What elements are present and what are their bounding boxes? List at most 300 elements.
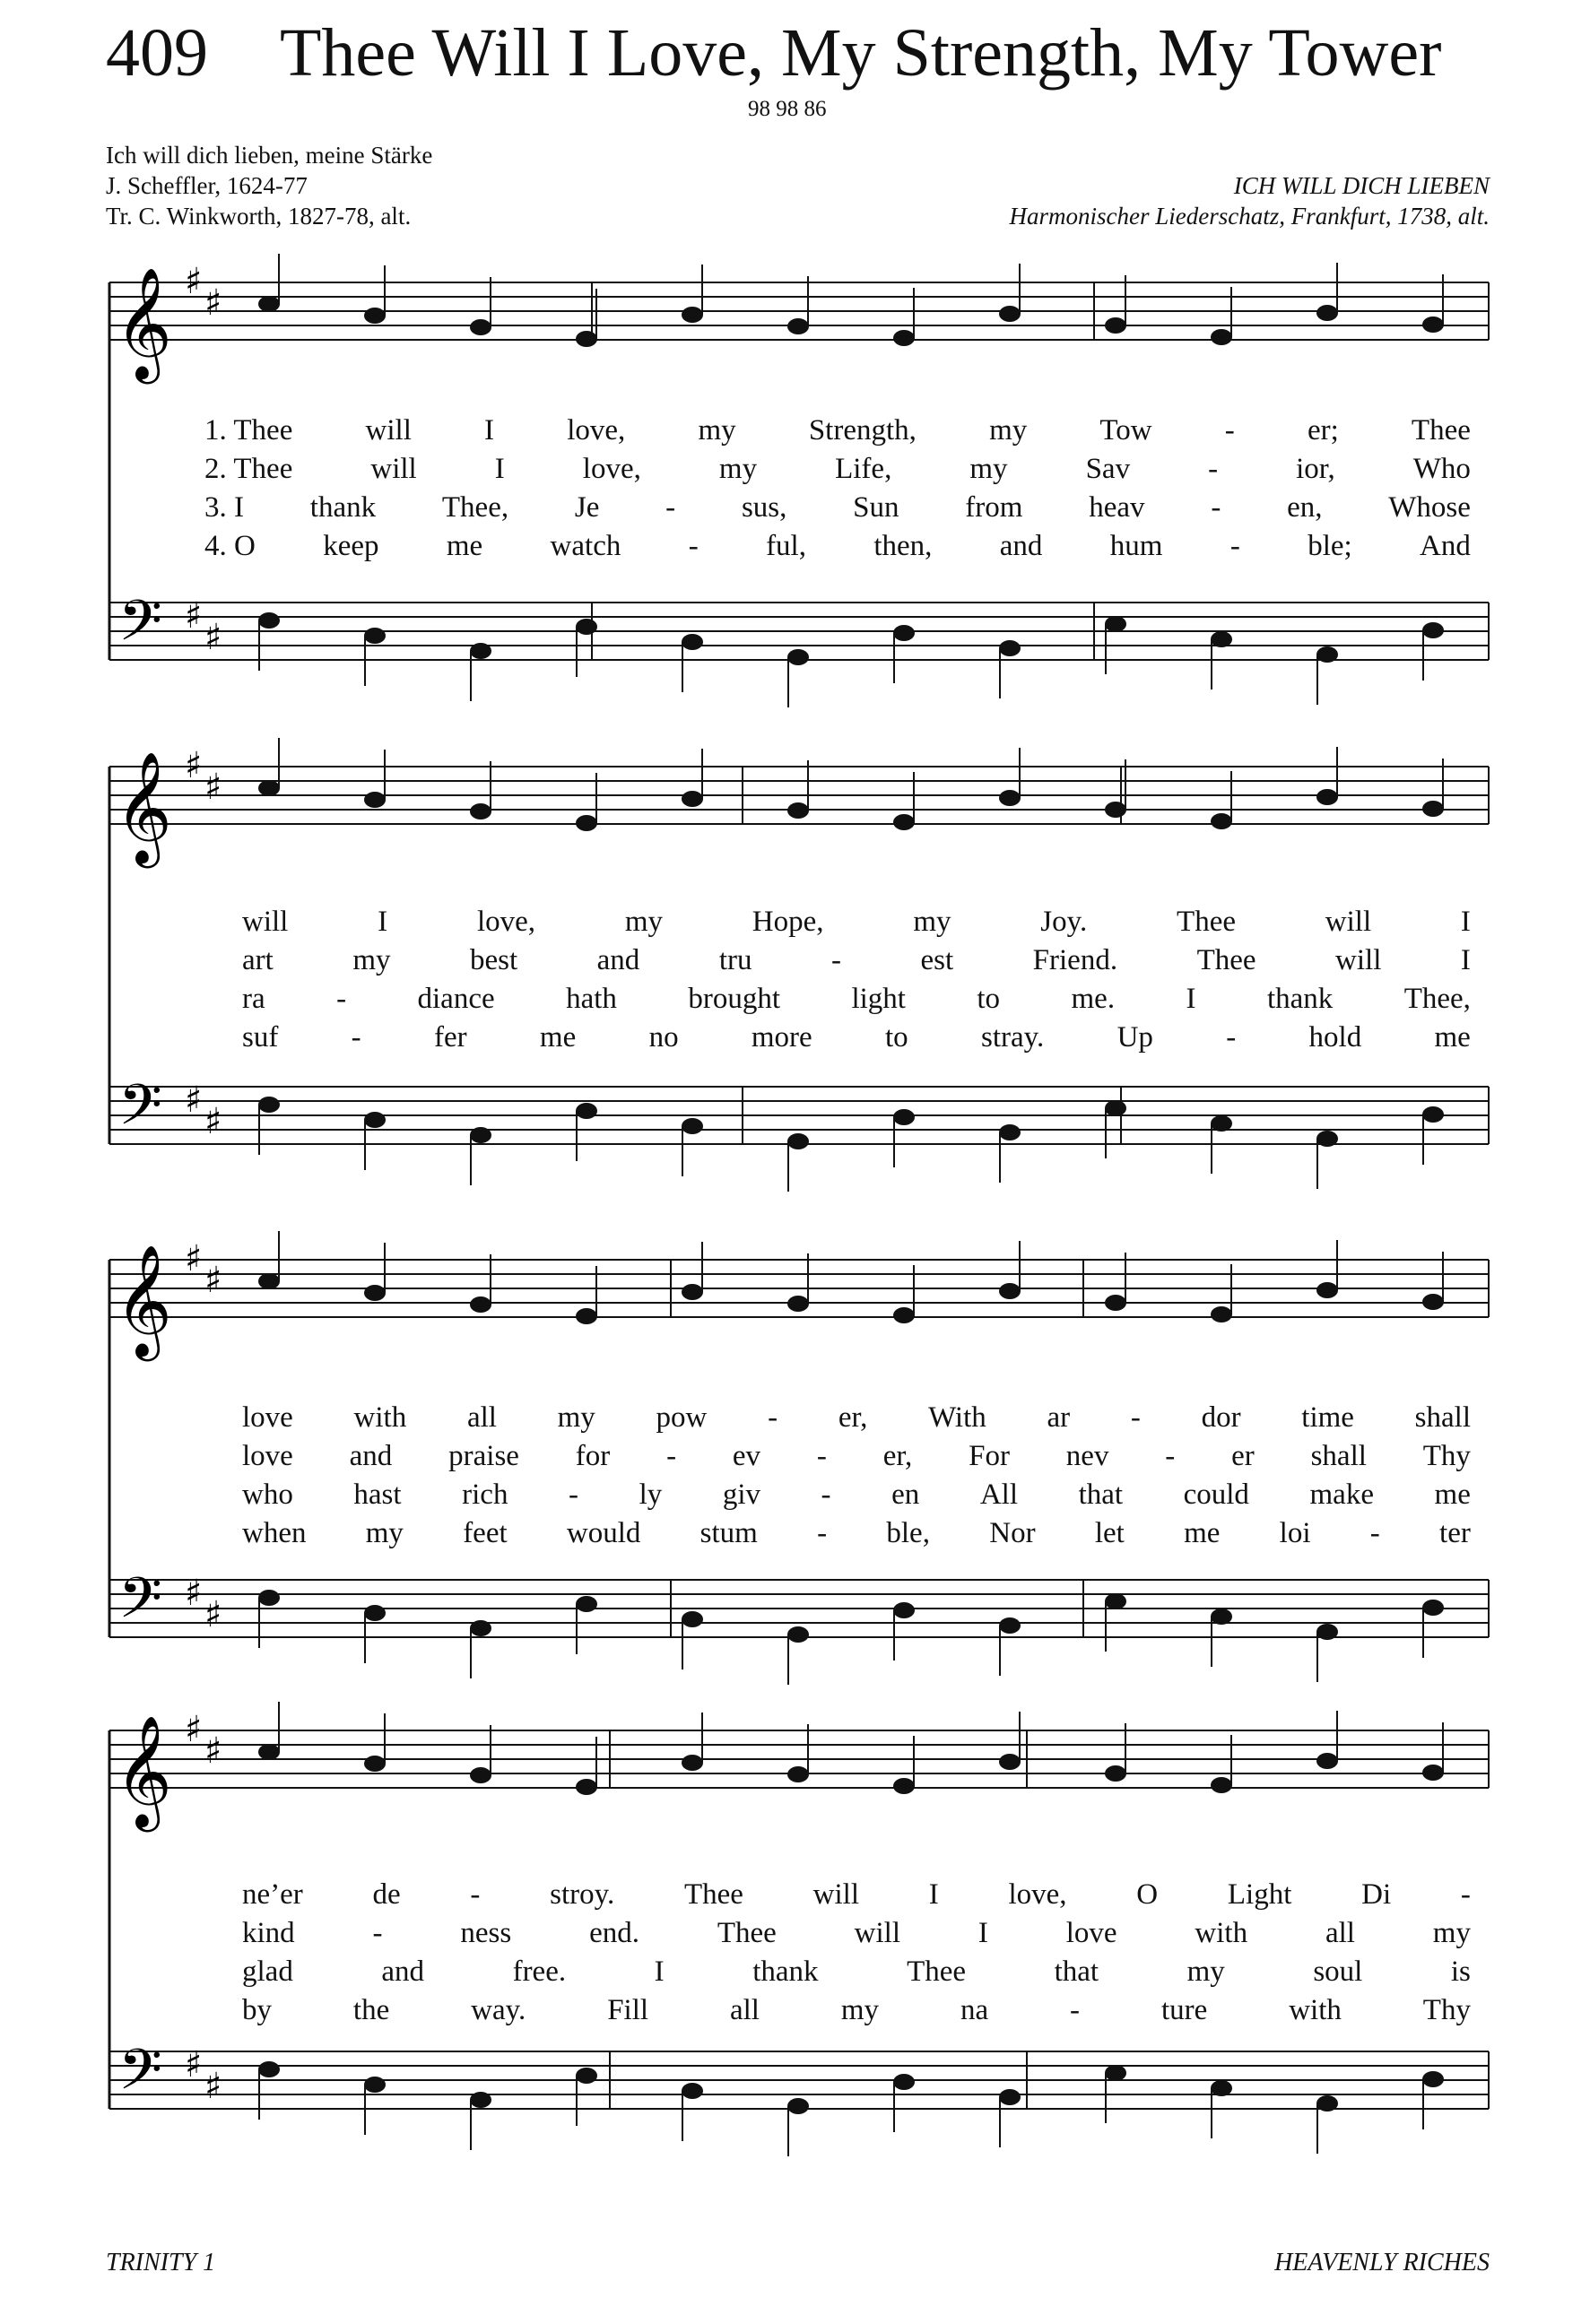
lyric-syllable: Strength,	[808, 414, 917, 447]
lyric-syllable: -	[817, 1517, 828, 1549]
sharp-sign: ♯	[185, 1238, 203, 1279]
lyric-line	[204, 491, 1471, 525]
lyric-syllable: 1. Thee	[204, 414, 293, 447]
note-head	[682, 1755, 703, 1771]
note-head	[1211, 1306, 1232, 1322]
sharp-sign: ♯	[185, 595, 203, 637]
lyric-syllable: ra	[242, 983, 265, 1015]
lyric-syllable: -	[688, 530, 699, 562]
note-head	[1316, 2095, 1338, 2112]
lyric-syllable: loi	[1279, 1517, 1311, 1549]
lyric-syllable: love,	[1008, 1878, 1067, 1911]
note-head	[258, 780, 280, 796]
note-head	[364, 2077, 386, 2093]
meter: 98 98 86	[748, 97, 827, 121]
note-head	[470, 1296, 491, 1313]
note-head	[1422, 1106, 1444, 1123]
note-head	[1316, 305, 1338, 321]
note-head	[470, 2092, 491, 2108]
note-head	[1422, 1600, 1444, 1616]
lyric-syllable: keep	[323, 530, 379, 562]
hymn-number: 409	[106, 15, 208, 91]
lyric-line	[242, 1021, 1471, 1054]
lyric-syllable: love	[1065, 1917, 1117, 1949]
bass-clef: 𝄢	[118, 2036, 162, 2116]
lyric-syllable: that	[1078, 1479, 1124, 1511]
lyric-line	[242, 1917, 1471, 1950]
lyric-syllable: my	[1186, 1955, 1225, 1988]
sharp-sign: ♯	[204, 1260, 222, 1301]
note-head	[787, 1626, 809, 1643]
lyric-syllable: would	[566, 1517, 641, 1549]
note-head	[364, 1112, 386, 1128]
lyric-syllable: love	[242, 1401, 293, 1434]
lyric-syllable: my	[840, 1994, 880, 2026]
lyric-syllable: stroy.	[550, 1878, 615, 1911]
lyric-syllable: Friend.	[1032, 944, 1118, 976]
lyric-syllable: hold	[1308, 1021, 1362, 1054]
sharp-sign: ♯	[204, 1101, 222, 1142]
note-head	[787, 649, 809, 665]
note-head	[364, 1605, 386, 1621]
lyric-syllable: my	[913, 906, 951, 938]
lyric-syllable: with	[1289, 1994, 1342, 2026]
lyric-syllable: thank	[1266, 983, 1334, 1015]
note-head	[364, 1756, 386, 1772]
lyric-syllable: me	[1434, 1021, 1471, 1054]
note-head	[364, 308, 386, 324]
note-head	[893, 2074, 915, 2090]
lyric-syllable: -	[351, 1021, 361, 1054]
note-head	[787, 1296, 809, 1312]
lyric-syllable: soul	[1313, 1955, 1363, 1988]
sharp-sign: ♯	[204, 1730, 222, 1772]
lyric-syllable: me	[539, 1021, 577, 1054]
author: J. Scheffler, 1624-77	[106, 172, 308, 199]
lyric-syllable: -	[1130, 1401, 1141, 1434]
lyric-syllable: my	[1432, 1917, 1471, 1949]
treble-clef: 𝄞	[115, 1715, 172, 1827]
lyric-line	[242, 944, 1471, 977]
note-head	[258, 1273, 280, 1289]
lyric-syllable: -	[569, 1479, 579, 1511]
lyric-syllable: en	[891, 1479, 920, 1511]
note-head	[1316, 1131, 1338, 1147]
lyric-line	[204, 530, 1471, 563]
lyric-syllable: I	[378, 906, 388, 938]
lyric-syllable: that	[1054, 1955, 1099, 1988]
lyric-syllable: 3. I	[204, 491, 244, 524]
lyric-line	[204, 453, 1471, 486]
lyric-syllable: 4. O	[204, 530, 256, 562]
lyric-syllable: -	[1369, 1517, 1380, 1549]
note-head	[1105, 1295, 1126, 1311]
lyric-syllable: -	[1208, 453, 1219, 485]
lyric-syllable: by	[242, 1994, 272, 2026]
tune-name: ICH WILL DICH LIEBEN	[1233, 172, 1490, 199]
lyric-line	[242, 1401, 1471, 1435]
lyric-syllable: Thee,	[1403, 983, 1471, 1015]
note-head	[1422, 1765, 1444, 1781]
note-head	[682, 1118, 703, 1134]
lyric-line	[242, 1994, 1471, 2027]
note-head	[787, 2098, 809, 2114]
lyric-syllable: -	[821, 1479, 831, 1511]
lyric-syllable: love	[242, 1440, 293, 1472]
lyric-syllable: -	[372, 1917, 383, 1949]
note-head	[682, 634, 703, 650]
lyric-syllable: and	[381, 1955, 425, 1988]
lyric-syllable: let	[1094, 1517, 1125, 1549]
note-head	[1316, 789, 1338, 805]
lyric-syllable: all	[729, 1994, 760, 2026]
lyric-syllable: -	[665, 491, 676, 524]
note-head	[1211, 631, 1232, 647]
lyric-syllable: -	[830, 944, 841, 976]
lyric-syllable: -	[1460, 1878, 1471, 1911]
note-head	[999, 1617, 1021, 1634]
lyric-syllable: for	[575, 1440, 611, 1472]
lyric-syllable: na	[960, 1994, 989, 2026]
lyric-syllable: Thee	[1411, 414, 1471, 447]
note-head	[576, 331, 597, 347]
note-head	[999, 306, 1021, 322]
lyric-syllable: Whose	[1388, 491, 1471, 524]
lyric-syllable: stum	[699, 1517, 758, 1549]
lyric-syllable: -	[1224, 414, 1235, 447]
translator: Tr. C. Winkworth, 1827-78, alt.	[106, 203, 412, 230]
note-head	[1211, 1115, 1232, 1132]
lyric-syllable: then,	[873, 530, 933, 562]
lyric-syllable: Sun	[853, 491, 899, 524]
lyric-syllable: ble;	[1308, 530, 1352, 562]
note-head	[682, 1611, 703, 1627]
lyric-syllable: Tow	[1099, 414, 1152, 447]
note-head	[576, 2068, 597, 2084]
note-head	[258, 296, 280, 312]
lyric-syllable: giv	[722, 1479, 760, 1511]
lyric-syllable: from	[965, 491, 1023, 524]
hymn-title: Thee Will I Love, My Strength, My Tower	[280, 15, 1442, 91]
lyric-syllable: my	[365, 1517, 404, 1549]
bass-clef: 𝄢	[118, 1565, 162, 1644]
note-head	[893, 814, 915, 830]
note-head	[258, 1744, 280, 1760]
sharp-sign: ♯	[185, 1080, 203, 1121]
note-head	[1105, 2065, 1126, 2081]
lyric-syllable: rich	[462, 1479, 508, 1511]
lyric-syllable: ne’er	[242, 1878, 303, 1911]
original-title: Ich will dich lieben, meine Stärke	[106, 142, 433, 169]
lyric-syllable: who	[242, 1479, 293, 1511]
lyric-syllable: I	[928, 1878, 939, 1911]
note-head	[1422, 801, 1444, 817]
lyric-syllable: stray.	[980, 1021, 1045, 1054]
note-head	[364, 792, 386, 808]
lyric-syllable: er,	[882, 1440, 913, 1472]
note-head	[1422, 317, 1444, 333]
lyric-syllable: the	[352, 1994, 390, 2026]
lyric-syllable: shall	[1414, 1401, 1471, 1434]
lyric-syllable: and	[596, 944, 640, 976]
lyric-syllable: est	[920, 944, 954, 976]
lyric-syllable: more	[751, 1021, 812, 1054]
lyric-syllable: and	[999, 530, 1043, 562]
lyric-syllable: my	[718, 453, 758, 485]
lyric-syllable: I	[494, 453, 505, 485]
sharp-sign: ♯	[185, 261, 203, 302]
lyric-syllable: Thee	[1177, 906, 1236, 938]
lyric-syllable: my	[352, 944, 391, 976]
lyric-syllable: ble,	[886, 1517, 930, 1549]
lyric-syllable: ful,	[766, 530, 806, 562]
lyric-syllable: ter	[1439, 1517, 1471, 1549]
lyric-syllable: Joy.	[1040, 906, 1088, 938]
note-head	[893, 1109, 915, 1125]
lyric-syllable: ture	[1160, 1994, 1208, 2026]
lyric-syllable: nev	[1065, 1440, 1109, 1472]
note-head	[787, 1766, 809, 1782]
lyric-syllable: 2. Thee	[204, 453, 293, 485]
lyric-syllable: my	[969, 453, 1008, 485]
note-head	[576, 1103, 597, 1119]
sharp-sign: ♯	[204, 2066, 222, 2107]
sharp-sign: ♯	[185, 1573, 203, 1614]
lyric-syllable: watch	[550, 530, 621, 562]
lyric-syllable: I	[977, 1917, 988, 1949]
note-head	[1422, 1294, 1444, 1310]
lyric-syllable: praise	[448, 1440, 519, 1472]
lyric-syllable: Di	[1361, 1878, 1392, 1911]
lyric-syllable: tru	[718, 944, 752, 976]
note-head	[893, 330, 915, 346]
lyric-line	[242, 906, 1471, 939]
lyric-syllable: to	[977, 983, 1001, 1015]
lyric-syllable: feet	[463, 1517, 508, 1549]
lyric-line	[242, 1955, 1471, 1989]
note-head	[576, 1596, 597, 1612]
note-head	[470, 803, 491, 819]
lyric-syllable: all	[1325, 1917, 1355, 1949]
lyric-syllable: love,	[567, 414, 626, 447]
lyric-syllable: Thee,	[441, 491, 509, 524]
lyric-syllable: suf	[242, 1021, 279, 1054]
lyric-syllable: free.	[512, 1955, 567, 1988]
lyric-syllable: will	[370, 453, 417, 485]
note-head	[470, 1620, 491, 1636]
lyric-syllable: Thee	[717, 1917, 777, 1949]
treble-clef: 𝄞	[115, 267, 172, 379]
lyric-syllable: heav	[1089, 491, 1145, 524]
lyric-syllable: hast	[353, 1479, 402, 1511]
lyric-syllable: -	[816, 1440, 827, 1472]
lyric-syllable: time	[1301, 1401, 1354, 1434]
lyric-syllable: -	[666, 1440, 677, 1472]
lyric-syllable: will	[854, 1917, 901, 1949]
lyric-syllable: pow	[656, 1401, 708, 1434]
lyric-line	[242, 1878, 1471, 1912]
sharp-sign: ♯	[185, 2044, 203, 2086]
note-head	[1105, 1100, 1126, 1116]
note-head	[1316, 1624, 1338, 1640]
note-head	[893, 1778, 915, 1794]
lyric-syllable: With	[928, 1401, 986, 1434]
lyric-syllable: me	[1184, 1517, 1221, 1549]
lyric-line	[242, 1440, 1471, 1473]
lyric-line	[242, 1479, 1471, 1512]
lyric-syllable: Light	[1227, 1878, 1292, 1911]
note-head	[1211, 2080, 1232, 2096]
lyric-syllable: I	[1460, 906, 1471, 938]
note-head	[787, 318, 809, 334]
note-head	[364, 628, 386, 644]
lyric-syllable: my	[624, 906, 663, 938]
note-head	[258, 1590, 280, 1606]
treble-clef: 𝄞	[115, 1244, 172, 1357]
lyric-syllable: -	[1211, 491, 1221, 524]
lyric-syllable: -	[336, 983, 347, 1015]
lyric-syllable: For	[969, 1440, 1010, 1472]
note-head	[576, 815, 597, 831]
lyric-syllable: will	[1325, 906, 1372, 938]
note-head	[682, 1284, 703, 1300]
note-head	[470, 319, 491, 335]
lyric-line	[204, 414, 1471, 447]
lyric-syllable: my	[698, 414, 736, 447]
lyric-syllable: -	[1165, 1440, 1176, 1472]
lyric-syllable: me.	[1071, 983, 1116, 1015]
note-head	[1316, 646, 1338, 663]
note-head	[893, 1602, 915, 1618]
lyric-syllable: ev	[732, 1440, 761, 1472]
lyric-syllable: will	[1335, 944, 1382, 976]
note-head	[576, 1308, 597, 1324]
note-head	[1105, 1593, 1126, 1609]
lyric-syllable: diance	[417, 983, 495, 1015]
note-head	[999, 640, 1021, 656]
sharp-sign: ♯	[204, 767, 222, 808]
note-head	[1211, 1777, 1232, 1793]
lyric-syllable: love,	[476, 906, 536, 938]
lyric-syllable: ly	[639, 1479, 663, 1511]
lyric-syllable: Hope,	[752, 906, 824, 938]
note-head	[1422, 2071, 1444, 2087]
lyric-syllable: is	[1450, 1955, 1471, 1988]
note-head	[999, 1754, 1021, 1770]
sharp-sign: ♯	[185, 1709, 203, 1750]
sharp-sign: ♯	[185, 745, 203, 786]
note-head	[1105, 616, 1126, 632]
lyric-syllable: my	[557, 1401, 595, 1434]
note-head	[1316, 1282, 1338, 1298]
lyric-syllable: I	[1186, 983, 1196, 1015]
lyric-syllable: will	[242, 906, 289, 938]
lyric-syllable: er	[1231, 1440, 1255, 1472]
lyric-syllable: hath	[566, 983, 617, 1015]
tune-source: Harmonischer Liederschatz, Frankfurt, 1738, alt.	[1009, 203, 1490, 230]
lyric-syllable: will	[365, 414, 412, 447]
lyric-syllable: en,	[1287, 491, 1323, 524]
lyric-syllable: -	[1070, 1994, 1081, 2026]
treble-clef: 𝄞	[115, 751, 172, 863]
lyric-syllable: my	[989, 414, 1028, 447]
lyric-line	[242, 1517, 1471, 1550]
lyric-syllable: Thy	[1422, 1440, 1471, 1472]
note-head	[258, 2061, 280, 2077]
note-head	[1422, 622, 1444, 638]
lyric-syllable: -	[1226, 1021, 1237, 1054]
lyric-syllable: light	[851, 983, 906, 1015]
note-head	[576, 619, 597, 635]
lyric-syllable: me	[446, 530, 483, 562]
note-head	[1211, 813, 1232, 829]
lyric-syllable: ness	[460, 1917, 512, 1949]
lyric-syllable: sus,	[741, 491, 787, 524]
bass-clef: 𝄢	[118, 1071, 162, 1151]
lyric-syllable: glad	[242, 1955, 293, 1988]
lyric-syllable: end.	[589, 1917, 639, 1949]
lyric-syllable: Je	[574, 491, 600, 524]
lyric-syllable: All	[979, 1479, 1018, 1511]
lyric-syllable: me	[1434, 1479, 1471, 1511]
sharp-sign: ♯	[204, 1594, 222, 1635]
lyric-syllable: thank	[309, 491, 377, 524]
lyric-syllable: all	[466, 1401, 497, 1434]
lyric-syllable: And	[1420, 530, 1471, 562]
note-head	[1105, 317, 1126, 334]
footer-topic: HEAVENLY RICHES	[1274, 2249, 1490, 2276]
lyric-syllable: when	[242, 1517, 307, 1549]
note-head	[1105, 802, 1126, 818]
note-head	[682, 2083, 703, 2099]
lyric-syllable: -	[768, 1401, 778, 1434]
note-head	[470, 1127, 491, 1143]
note-head	[999, 2089, 1021, 2105]
lyric-syllable: er,	[838, 1401, 868, 1434]
footer-season: TRINITY 1	[106, 2249, 216, 2276]
bass-clef: 𝄢	[118, 587, 162, 667]
lyric-syllable: -	[1229, 530, 1240, 562]
note-head	[999, 1124, 1021, 1140]
lyric-syllable: er;	[1307, 414, 1339, 447]
note-head	[893, 1307, 915, 1323]
note-head	[1105, 1765, 1126, 1782]
note-head	[682, 791, 703, 807]
note-head	[1211, 1609, 1232, 1625]
lyric-syllable: kind	[242, 1917, 295, 1949]
lyric-syllable: no	[648, 1021, 679, 1054]
lyric-syllable: way.	[471, 1994, 526, 2026]
lyric-syllable: art	[242, 944, 274, 976]
note-head	[787, 802, 809, 819]
note-head	[1316, 1753, 1338, 1769]
lyric-syllable: Who	[1412, 453, 1471, 485]
lyric-syllable: hum	[1109, 530, 1163, 562]
lyric-syllable: to	[885, 1021, 908, 1054]
lyric-syllable: O	[1136, 1878, 1159, 1911]
lyric-syllable: ar	[1047, 1401, 1071, 1434]
note-head	[893, 625, 915, 641]
lyric-syllable: brought	[688, 983, 780, 1015]
lyric-syllable: de	[372, 1878, 401, 1911]
sharp-sign: ♯	[204, 617, 222, 658]
lyric-syllable: fer	[433, 1021, 467, 1054]
lyric-syllable: Thee	[683, 1878, 743, 1911]
lyric-syllable: Thee	[907, 1955, 967, 1988]
lyric-syllable: love,	[582, 453, 641, 485]
lyric-syllable: Fill	[607, 1994, 649, 2026]
lyric-syllable: ior,	[1296, 453, 1335, 485]
